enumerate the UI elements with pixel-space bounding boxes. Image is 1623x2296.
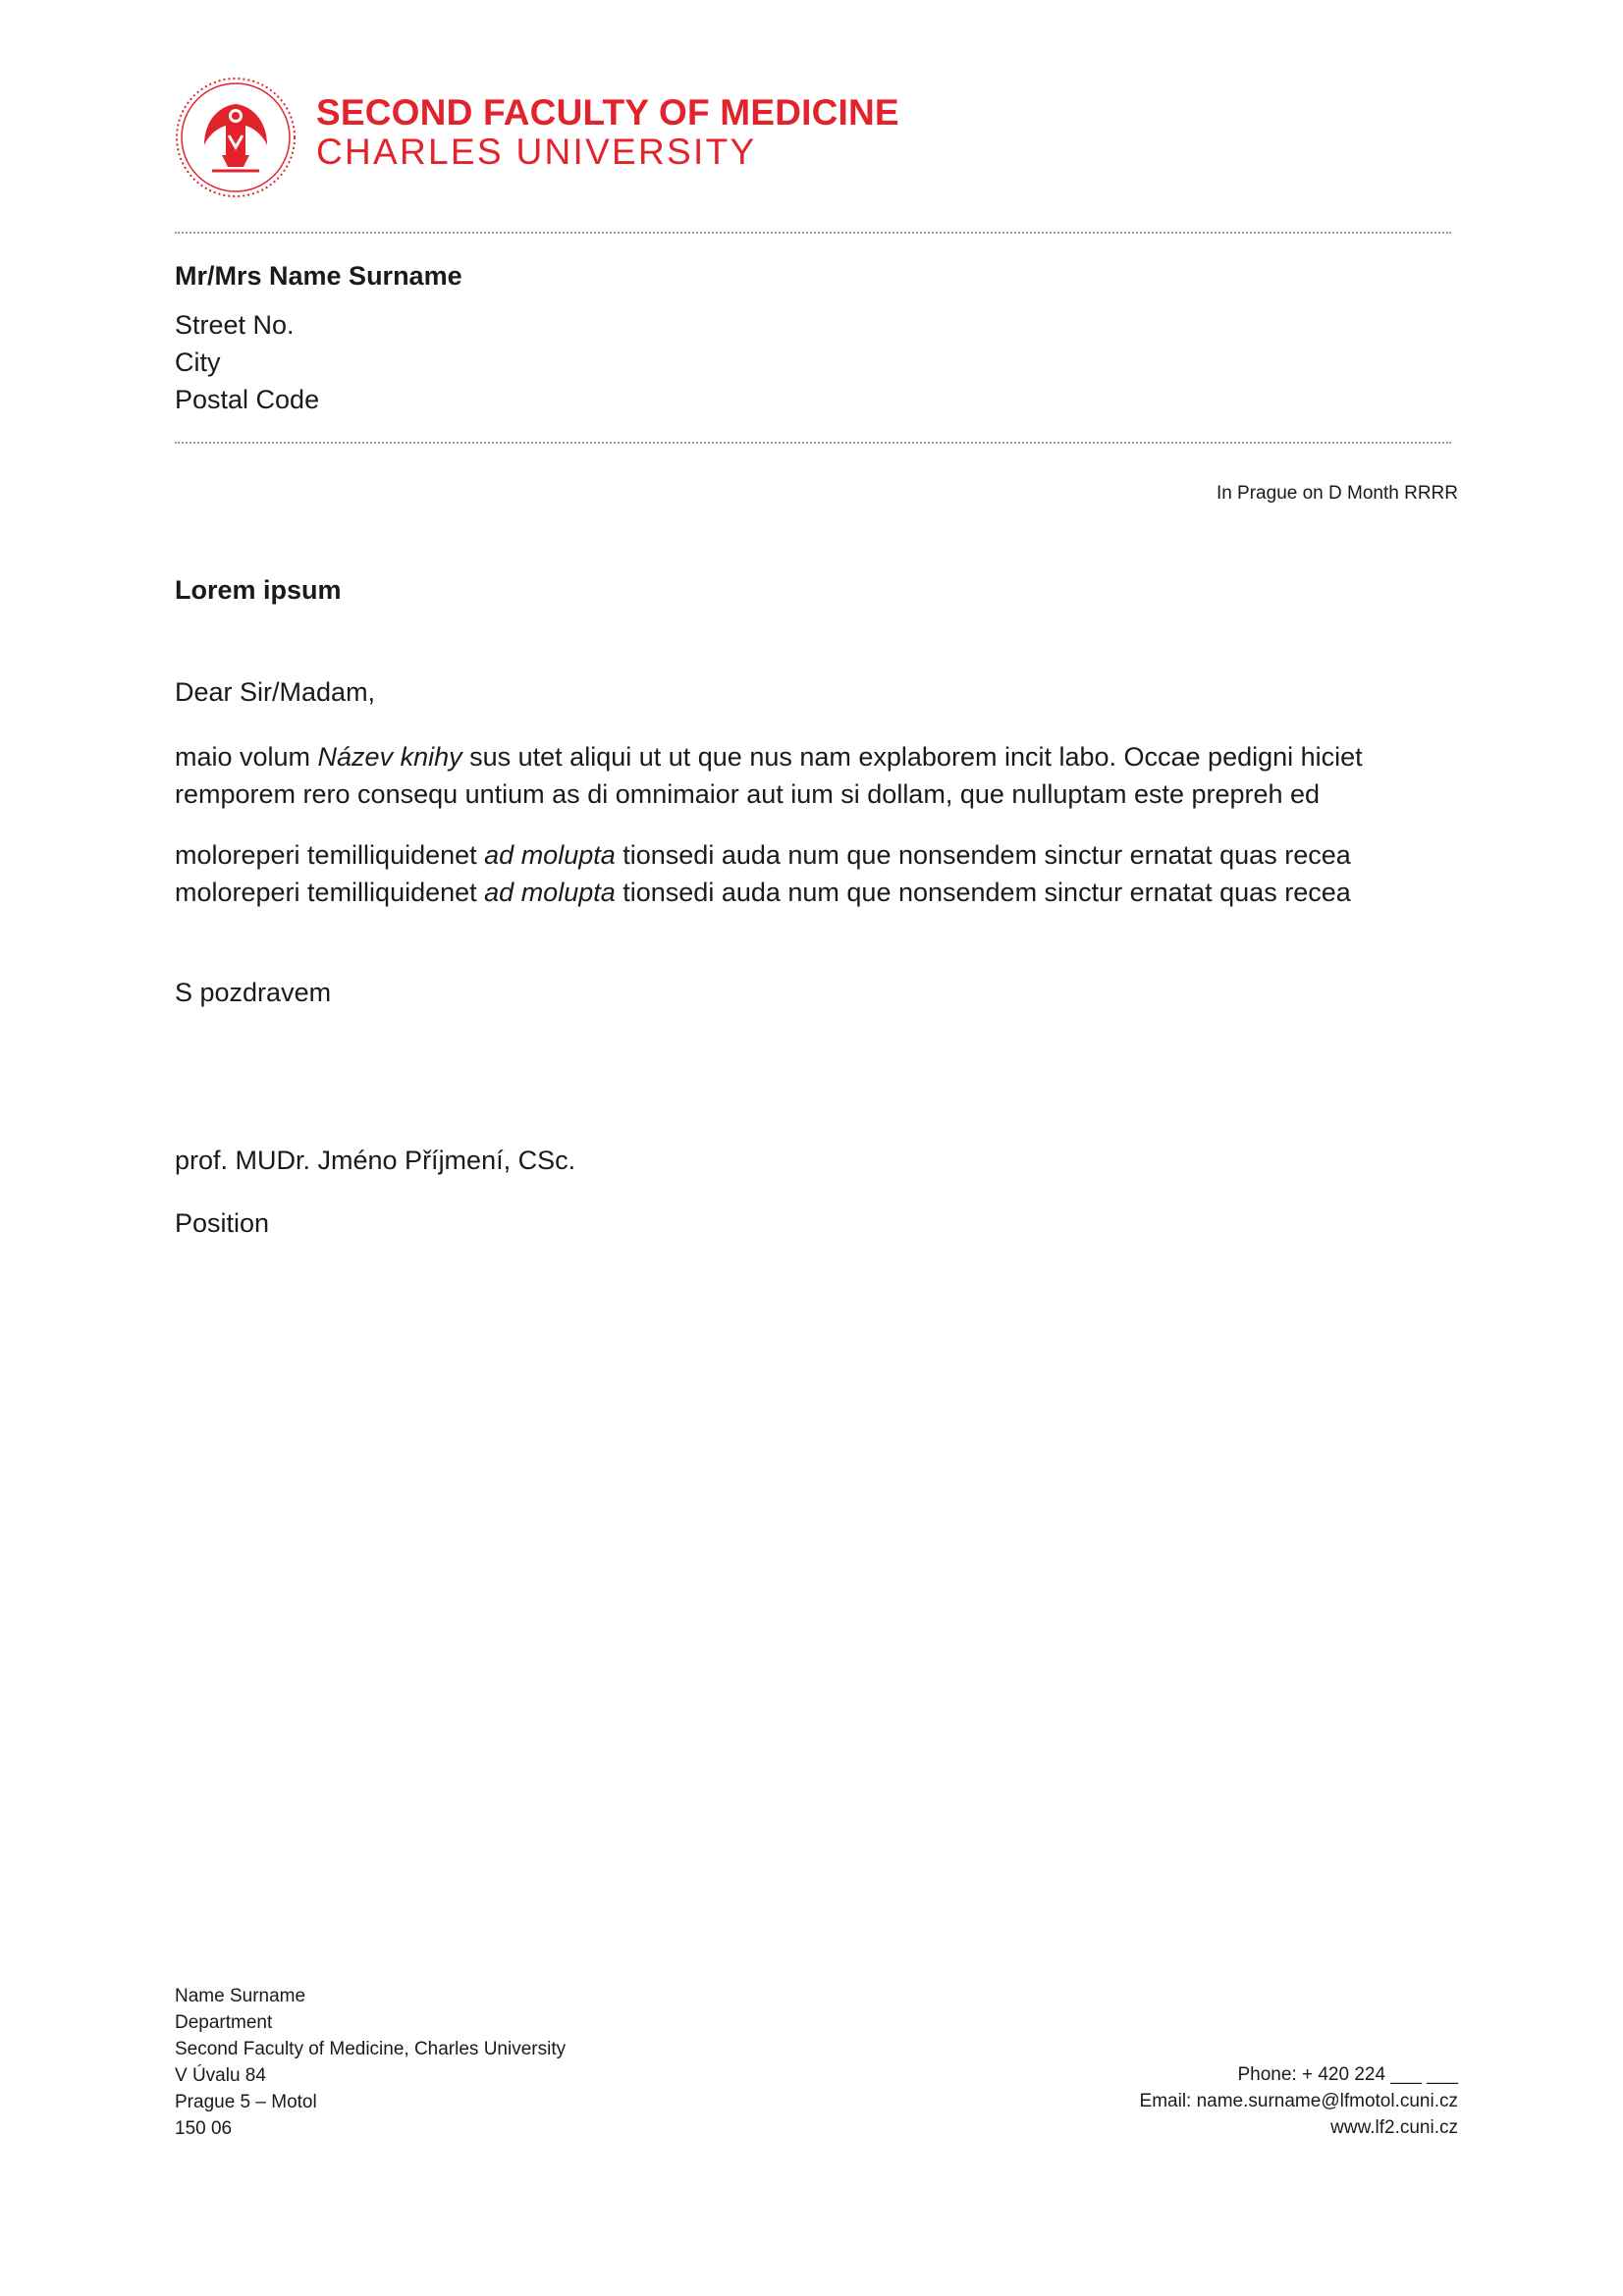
subject: Lorem ipsum [175, 575, 342, 605]
closing: S pozdravem [175, 978, 332, 1007]
emphasis: ad molupta [484, 878, 616, 907]
pelican-seal-icon [175, 77, 297, 198]
divider-bottom [175, 442, 1451, 444]
footer-email: Email: name.surname@lfmotol.cuni.cz [1139, 2091, 1458, 2111]
book-title: Název knihy [317, 742, 462, 772]
university-name: CHARLES UNIVERSITY [316, 132, 757, 172]
footer-street: V Úvalu 84 [175, 2065, 266, 2086]
faculty-name: SECOND FACULTY OF MEDICINE [316, 92, 899, 133]
recipient-name: Mr/Mrs Name Surname [175, 261, 462, 291]
signer-name: prof. MUDr. Jméno Příjmení, CSc. [175, 1146, 576, 1175]
footer-name: Name Surname [175, 1986, 306, 2006]
divider-top [175, 232, 1451, 234]
footer-city: Prague 5 – Motol [175, 2092, 317, 2112]
recipient-address [175, 306, 319, 418]
recipient-street: Street No. [175, 310, 295, 340]
greeting: Dear Sir/Madam, [175, 677, 376, 707]
text-run: sus utet aliqui ut ut que nus nam explaborem incit labo. Occae pedigni hiciet [461, 742, 1363, 772]
text-run: maio volum [175, 742, 318, 772]
paragraph-1-line-2: remporem rero consequ untium as di omnimaior aut ium si dollam, que nulluptam este prepreh ed [175, 779, 1321, 809]
paragraph-1-line-1 [175, 738, 1471, 775]
footer-institution: Second Faculty of Medicine, Charles University [175, 2039, 567, 2059]
text-run: tionsedi auda num que nonsendem sinctur ernatat quas recea [615, 878, 1351, 907]
footer-department: Department [175, 2012, 273, 2033]
signer-position: Position [175, 1208, 270, 1238]
footer-contact [1140, 2061, 1458, 2141]
paragraph-2-line-1 [175, 836, 1471, 874]
footer-sender [175, 1983, 566, 2142]
text-run: tionsedi auda num que nonsendem sinctur ernatat quas recea [615, 840, 1351, 870]
footer-zip: 150 06 [175, 2118, 233, 2139]
footer-phone: Phone: + 420 224 ___ ___ [1237, 2064, 1458, 2085]
brand-text [316, 94, 899, 170]
footer-web: www.lf2.cuni.cz [1330, 2117, 1458, 2138]
date-line: In Prague on D Month RRRR [1216, 483, 1458, 504]
paragraph-2 [175, 836, 1471, 911]
emphasis: ad molupta [484, 840, 616, 870]
recipient-postal-code: Postal Code [175, 385, 320, 414]
text-run: moloreperi temilliquidenet [175, 878, 485, 907]
paragraph-1 [175, 738, 1471, 813]
recipient-city: City [175, 347, 221, 377]
text-run: moloreperi temilliquidenet [175, 840, 485, 870]
paragraph-2-line-2 [175, 874, 1471, 911]
faculty-logo [175, 77, 297, 198]
